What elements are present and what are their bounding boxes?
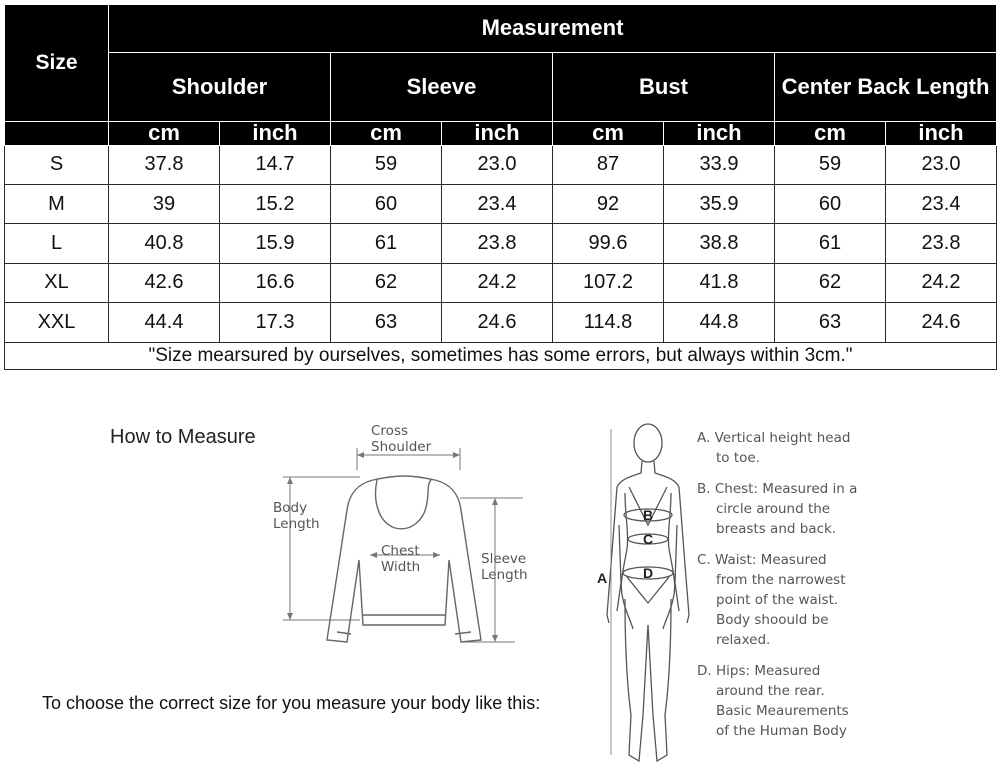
- size-cell: XL: [5, 263, 109, 302]
- definition-a-line: to toe.: [716, 450, 760, 466]
- table-cell: 59: [775, 145, 886, 184]
- table-cell: 62: [331, 263, 442, 302]
- table-cell: 33.9: [664, 145, 775, 184]
- body-length-label-1: Body: [273, 500, 308, 516]
- table-cell: 16.6: [220, 263, 331, 302]
- definition-c-line: Body shoould be: [716, 612, 829, 628]
- table-cell: 44.8: [664, 303, 775, 342]
- table-cell: 24.6: [886, 303, 997, 342]
- table-row: [5, 263, 997, 302]
- table-cell: 61: [331, 224, 442, 263]
- choose-size-instruction: To choose the correct size for you measure your body like this:: [42, 693, 541, 713]
- table-cell: 24.2: [886, 263, 997, 302]
- table-cell: 23.4: [442, 184, 553, 223]
- table-cell: 62: [775, 263, 886, 302]
- definition-c-line: from the narrowest: [716, 572, 846, 588]
- table-cell: 60: [331, 184, 442, 223]
- group-header-sleeve: Sleeve: [331, 52, 553, 122]
- size-chart-table: [4, 4, 997, 370]
- definition-c-line: point of the waist.: [716, 592, 839, 608]
- table-cell: 44.4: [109, 303, 220, 342]
- measurement-definitions: [697, 428, 997, 752]
- table-cell: 92: [553, 184, 664, 223]
- table-cell: 24.2: [442, 263, 553, 302]
- unit-header-blank: [5, 122, 109, 145]
- table-cell: 61: [775, 224, 886, 263]
- table-cell: 38.8: [664, 224, 775, 263]
- table-cell: 17.3: [220, 303, 331, 342]
- definition-a: [697, 428, 997, 468]
- definition-b-line: breasts and back.: [716, 521, 837, 537]
- sweater-diagram: [255, 410, 545, 660]
- table-row: [5, 303, 997, 342]
- definition-d-line: Basic Meaurements: [716, 703, 849, 719]
- table-cell: 42.6: [109, 263, 220, 302]
- definition-c: [697, 550, 997, 650]
- chest-width-label-1: Chest: [381, 543, 420, 559]
- table-cell: 87: [553, 145, 664, 184]
- definition-c-lead: C. Waist: Measured: [697, 552, 827, 568]
- definition-d: [697, 661, 997, 741]
- table-cell: 41.8: [664, 263, 775, 302]
- definition-b: [697, 479, 997, 539]
- cross-shoulder-label-2: Shoulder: [371, 439, 432, 455]
- unit-header: cm: [331, 122, 442, 145]
- table-cell: 63: [331, 303, 442, 342]
- body-figure: [585, 415, 695, 774]
- table-cell: 23.8: [886, 224, 997, 263]
- definition-d-lead: D. Hips: Measured: [697, 663, 821, 679]
- table-row: [5, 224, 997, 263]
- table-row: [5, 184, 997, 223]
- figure-label-b: B: [643, 507, 654, 523]
- table-cell: 39: [109, 184, 220, 223]
- definition-b-line: circle around the: [716, 501, 831, 517]
- table-cell: 15.2: [220, 184, 331, 223]
- body-outline: [607, 424, 689, 761]
- table-cell: 23.0: [442, 145, 553, 184]
- measurement-header: Measurement: [109, 5, 997, 53]
- cross-shoulder-label-1: Cross: [371, 423, 409, 439]
- unit-header: inch: [886, 122, 997, 145]
- group-header-shoulder: Shoulder: [109, 52, 331, 122]
- table-cell: 23.4: [886, 184, 997, 223]
- unit-header: cm: [553, 122, 664, 145]
- figure-label-c: C: [643, 531, 654, 547]
- definition-d-line: of the Human Body: [716, 723, 847, 739]
- table-cell: 59: [331, 145, 442, 184]
- size-cell: L: [5, 224, 109, 263]
- size-cell: XXL: [5, 303, 109, 342]
- definition-c-line: relaxed.: [716, 632, 771, 648]
- definition-d-line: around the rear.: [716, 683, 825, 699]
- table-cell: 107.2: [553, 263, 664, 302]
- figure-label-a: A: [597, 570, 608, 586]
- table-cell: 15.9: [220, 224, 331, 263]
- table-cell: 99.6: [553, 224, 664, 263]
- group-header-center-back-length: Center Back Length: [775, 52, 997, 122]
- table-cell: 14.7: [220, 145, 331, 184]
- unit-header: inch: [664, 122, 775, 145]
- definition-a-lead: A. Vertical height head: [697, 430, 851, 446]
- table-cell: 37.8: [109, 145, 220, 184]
- figure-label-d: D: [643, 565, 654, 581]
- sleeve-length-label-2: Length: [481, 567, 528, 583]
- unit-header: inch: [442, 122, 553, 145]
- table-cell: 63: [775, 303, 886, 342]
- table-row: [5, 145, 997, 184]
- table-cell: 35.9: [664, 184, 775, 223]
- table-cell: 23.0: [886, 145, 997, 184]
- sleeve-length-label-1: Sleeve: [481, 551, 527, 567]
- chest-width-label-2: Width: [381, 559, 421, 575]
- table-cell: 114.8: [553, 303, 664, 342]
- table-cell: 60: [775, 184, 886, 223]
- definition-b-lead: B. Chest: Measured in a: [697, 481, 858, 497]
- table-note: "Size mearsured by ourselves, sometimes has some errors, but always within 3cm.": [5, 342, 997, 369]
- unit-header: inch: [220, 122, 331, 145]
- body-length-label-2: Length: [273, 516, 320, 532]
- how-to-measure-title: How to Measure: [110, 426, 256, 448]
- size-cell: M: [5, 184, 109, 223]
- group-header-bust: Bust: [553, 52, 775, 122]
- size-column-header: Size: [5, 5, 109, 122]
- unit-header: cm: [775, 122, 886, 145]
- size-cell: S: [5, 145, 109, 184]
- table-cell: 24.6: [442, 303, 553, 342]
- table-cell: 23.8: [442, 224, 553, 263]
- unit-header: cm: [109, 122, 220, 145]
- table-cell: 40.8: [109, 224, 220, 263]
